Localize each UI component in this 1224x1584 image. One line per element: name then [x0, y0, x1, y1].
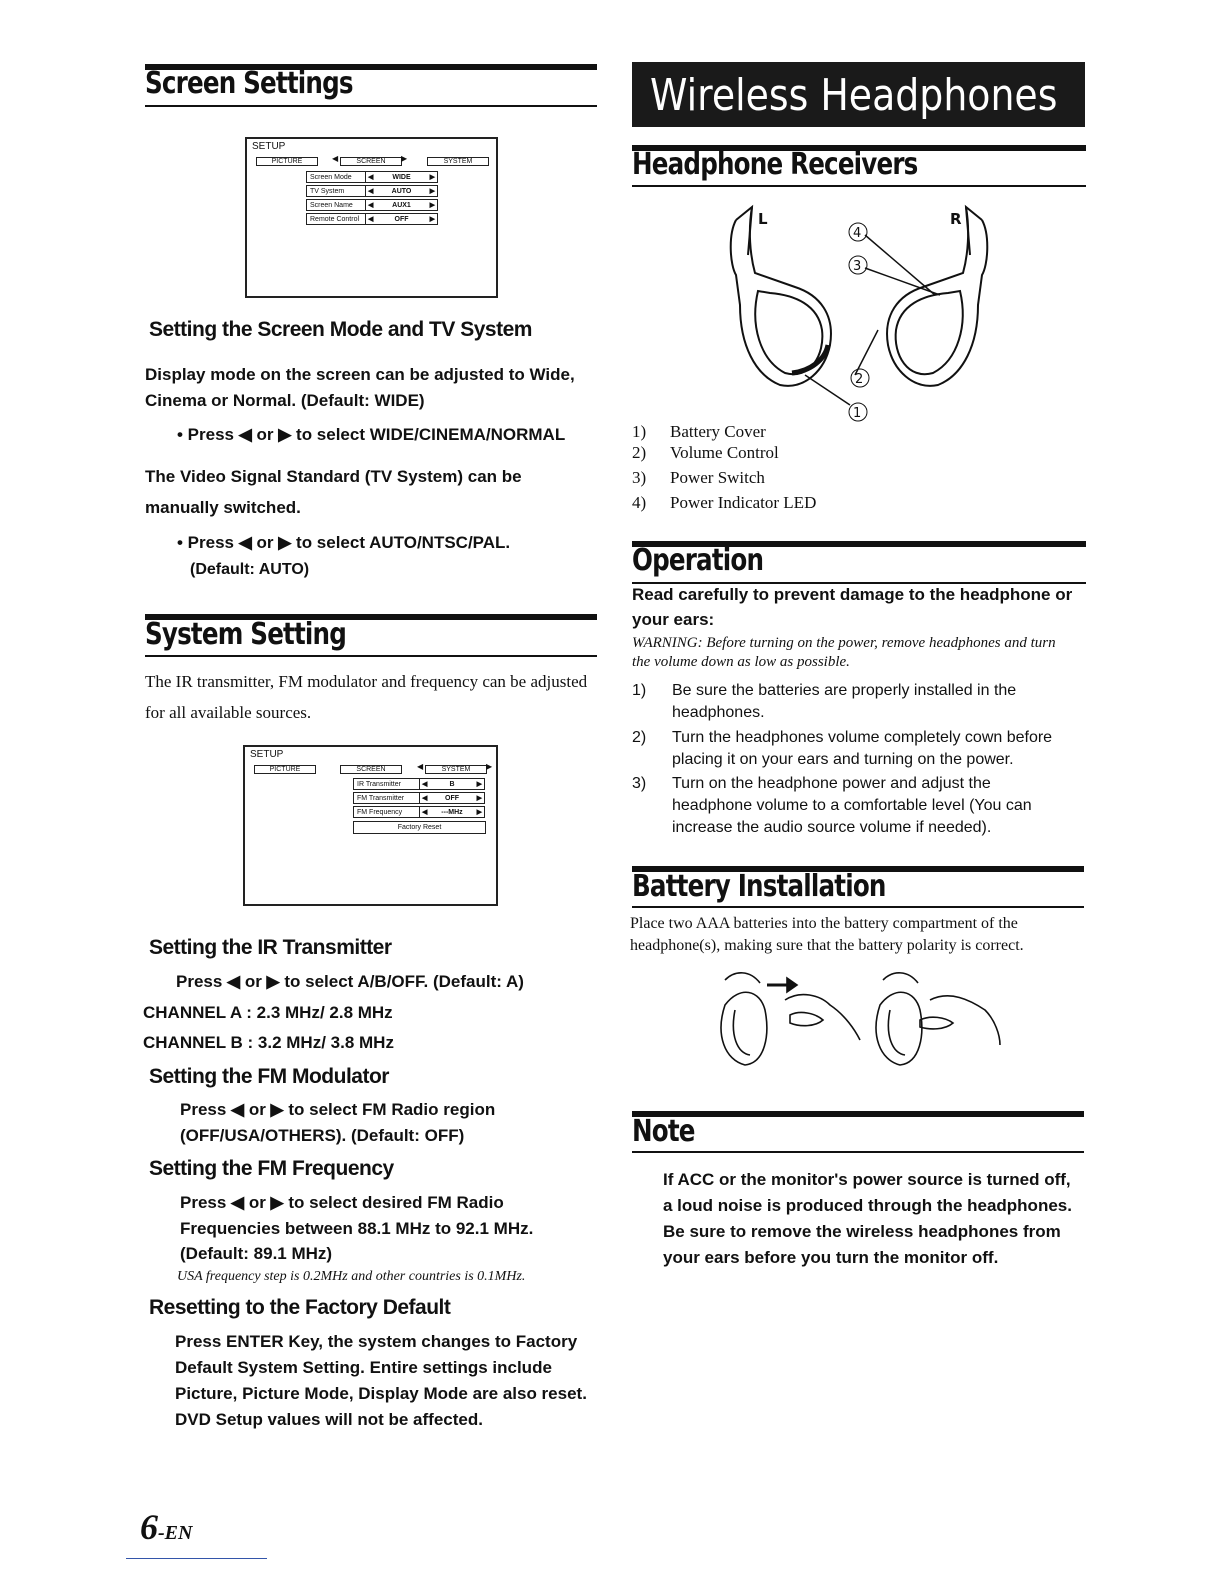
page-suffix: -EN — [158, 1522, 193, 1544]
step-num: 2) — [632, 729, 647, 746]
callout-line-2 — [855, 330, 878, 375]
tv-system-paragraph-1: The Video Signal Standard (TV System) can be — [145, 467, 522, 486]
setup-label: SETUP — [252, 141, 286, 152]
menu-row — [306, 213, 438, 225]
step-line: Be sure the batteries are properly installed in the — [672, 682, 1017, 699]
system-setting-title: System Setting — [145, 617, 347, 652]
parts-num: 1) — [632, 422, 647, 441]
right-cup-inner — [896, 291, 963, 374]
tab-picture: PICTURE — [256, 157, 318, 166]
parts-item — [632, 467, 765, 489]
row-value-text: OFF — [394, 215, 409, 223]
row-value-text: AUTO — [391, 187, 412, 195]
note-line-4: your ears before you turn the monitor off. — [663, 1248, 999, 1267]
screen-mode-subheading: Setting the Screen Mode and TV System — [149, 318, 532, 341]
menu-row — [353, 806, 485, 818]
rule-top — [632, 1111, 1084, 1117]
rule-under-title — [632, 906, 1084, 908]
row-label: Screen Name — [306, 199, 366, 211]
cup-right — [876, 992, 922, 1065]
operation-warning-1: WARNING: Before turning on the power, remove headphones and turn — [632, 635, 1056, 651]
note-line-3: Be sure to remove the wireless headphones from — [663, 1222, 1061, 1241]
parts-label: Volume Control — [670, 443, 779, 462]
tv-system-paragraph-2: manually switched. — [145, 498, 301, 517]
system-intro-1: The IR transmitter, FM modulator and frequency can be adjusted — [145, 672, 588, 691]
callout-line-4 — [865, 235, 935, 295]
hand-right — [930, 996, 1000, 1045]
row-value: ◀ AUTO ▶ — [366, 185, 438, 197]
operation-step — [632, 727, 1052, 771]
fm-freq-line-1: Press ◀ or ▶ to select desired FM Radio — [180, 1193, 504, 1212]
tv-system-bullet: • Press ◀ or ▶ to select AUTO/NTSC/PAL. — [177, 533, 511, 552]
reset-subheading: Resetting to the Factory Default — [149, 1296, 451, 1319]
parts-label: Power Indicator LED — [670, 493, 817, 512]
reset-line-2: Default System Setting. Entire settings include — [175, 1358, 552, 1377]
tv-system-default: (Default: AUTO) — [190, 561, 310, 578]
battery-line-1: Place two AAA batteries into the battery compartment of the — [630, 915, 1018, 932]
callout-line-1 — [805, 375, 850, 405]
note-line-2: a loud noise is produced through the headphones. — [663, 1196, 1072, 1215]
tab-picture: PICTURE — [254, 765, 316, 774]
cup-left-inner — [733, 1010, 750, 1055]
step-line: Turn the headphones volume completely cown before — [672, 729, 1053, 746]
step-line: increase the audio source volume if needed). — [672, 819, 992, 836]
battery-illustration — [705, 965, 1005, 1075]
operation-step — [632, 680, 1016, 724]
fm-mod-line-2: (OFF/USA/OTHERS). (Default: OFF) — [180, 1126, 465, 1145]
headphone-diagram — [700, 195, 1020, 425]
factory-reset-row: Factory Reset — [353, 821, 486, 834]
callout-3-text: 3 — [853, 259, 862, 274]
row-value-text: OFF — [445, 794, 459, 802]
wireless-banner — [632, 62, 1085, 127]
page-number — [140, 1506, 192, 1548]
parts-num: 2) — [632, 443, 647, 462]
menu-row — [306, 185, 438, 197]
callout-1-text: 1 — [853, 406, 862, 421]
cup-right-inner — [888, 1010, 905, 1055]
screen-settings-title: Screen Settings — [145, 66, 353, 101]
row-value-text: AUX1 — [392, 201, 411, 209]
fm-frequency-subheading: Setting the FM Frequency — [149, 1157, 394, 1180]
operation-step — [632, 773, 1032, 839]
row-value: ◀ B ▶ — [420, 778, 485, 790]
arrow-right-icon — [787, 978, 797, 992]
footer-line — [126, 1558, 267, 1559]
step-line: placing it on your ears and turning on the power. — [672, 751, 1014, 768]
parts-label: Power Switch — [670, 468, 765, 487]
system-intro-2: for all available sources. — [145, 703, 312, 722]
left-cup-accent — [792, 345, 828, 373]
arrow-right-icon: ▶ — [486, 762, 493, 771]
parts-item — [632, 492, 816, 514]
band-right — [883, 973, 918, 983]
arrow-right-icon: ▶ — [401, 154, 408, 163]
row-label: Remote Control — [306, 213, 366, 225]
ir-transmitter-subheading: Setting the IR Transmitter — [149, 936, 392, 959]
tab-system: SYSTEM — [427, 157, 489, 166]
menu-row — [306, 171, 438, 183]
channel-b: CHANNEL B : 3.2 MHz/ 3.8 MHz — [143, 1033, 394, 1052]
parts-item — [632, 421, 766, 443]
reset-line-3: Picture, Picture Mode, Display Mode are also reset. — [175, 1384, 587, 1403]
row-value: ◀ OFF ▶ — [366, 213, 438, 225]
callout-4-text: 4 — [853, 226, 862, 241]
right-band — [966, 207, 982, 255]
battery-left — [790, 1013, 823, 1026]
left-cup-inner — [755, 291, 822, 374]
row-label: FM Frequency — [353, 806, 420, 818]
arrow-left-icon: ◀ — [332, 154, 339, 163]
operation-warning-2: the volume down as low as possible. — [632, 654, 850, 670]
arrow-left-icon: ◀ — [417, 762, 424, 771]
row-value: ◀ OFF ▶ — [420, 792, 485, 804]
wireless-banner-title: Wireless Headphones — [650, 70, 1058, 121]
note-line-1: If ACC or the monitor's power source is turned off, — [663, 1170, 1071, 1189]
parts-item — [632, 442, 779, 464]
fm-freq-line-3: (Default: 89.1 MHz) — [180, 1244, 333, 1263]
fm-mod-line-1: Press ◀ or ▶ to select FM Radio region — [180, 1100, 496, 1119]
screen-mode-paragraph: Display mode on the screen can be adjusted to Wide, Cinema or Normal. (Default: WIDE) — [145, 365, 575, 410]
left-label: L — [758, 210, 768, 228]
menu-row — [353, 778, 485, 790]
right-label: R — [950, 210, 962, 228]
callout-line-3 — [865, 268, 940, 295]
screen-setup-menu — [245, 137, 498, 298]
headphone-receivers-title: Headphone Receivers — [632, 147, 918, 182]
parts-num: 3) — [632, 468, 647, 487]
fm-freq-note: USA frequency step is 0.2MHz and other countries is 0.1MHz. — [177, 1269, 526, 1284]
row-value: ◀ ---MHz ▶ — [420, 806, 485, 818]
step-line: headphones. — [672, 704, 765, 721]
rule-under-title — [145, 105, 597, 107]
screen-mode-bullet: • Press ◀ or ▶ to select WIDE/CINEMA/NORMAL — [177, 425, 566, 444]
row-label: Screen Mode — [306, 171, 366, 183]
row-value: ◀ AUX1 ▶ — [366, 199, 438, 211]
rule-under-title — [632, 1151, 1084, 1153]
operation-heading-1: Read carefully to prevent damage to the headphone or — [632, 585, 1073, 604]
rule-under-title — [145, 655, 597, 657]
step-line: Turn on the headphone power and adjust the — [672, 775, 991, 792]
fm-modulator-subheading: Setting the FM Modulator — [149, 1065, 389, 1088]
setup-label: SETUP — [250, 749, 284, 760]
reset-line-1: Press ENTER Key, the system changes to Factory — [175, 1332, 578, 1351]
battery-right — [920, 1017, 953, 1029]
menu-row — [353, 792, 485, 804]
row-value-text: WIDE — [392, 173, 411, 181]
step-num: 1) — [632, 682, 647, 699]
tab-screen: SCREEN — [340, 157, 402, 166]
menu-row — [306, 199, 438, 211]
band-left — [725, 973, 760, 983]
system-setup-menu — [243, 745, 498, 906]
battery-line-2: headphone(s), making sure that the battery polarity is correct. — [630, 937, 1024, 954]
fm-freq-line-2: Frequencies between 88.1 MHz to 92.1 MHz. — [180, 1219, 534, 1238]
parts-num: 4) — [632, 493, 647, 512]
row-label: FM Transmitter — [353, 792, 420, 804]
reset-line-4: DVD Setup values will not be affected. — [175, 1410, 483, 1429]
note-title: Note — [632, 1114, 695, 1149]
row-label: TV System — [306, 185, 366, 197]
step-num: 3) — [632, 775, 647, 792]
left-band — [736, 207, 752, 255]
channel-a: CHANNEL A : 2.3 MHz/ 2.8 MHz — [143, 1003, 393, 1022]
battery-installation-title: Battery Installation — [632, 869, 886, 904]
operation-title: Operation — [632, 543, 764, 578]
row-value: ◀ WIDE ▶ — [366, 171, 438, 183]
callout-2-text: 2 — [855, 372, 864, 387]
step-line: headphone volume to a comfortable level (You can — [672, 797, 1032, 814]
row-label: IR Transmitter — [353, 778, 420, 790]
cup-left — [721, 992, 767, 1065]
operation-heading-2: your ears: — [632, 610, 715, 629]
row-value-text: ---MHz — [441, 808, 463, 816]
page-number-digit: 6 — [140, 1507, 158, 1547]
rule-under-title — [632, 185, 1086, 187]
ir-press: Press ◀ or ▶ to select A/B/OFF. (Default: A) — [176, 972, 524, 991]
hand-left — [785, 995, 860, 1040]
parts-label: Battery Cover — [670, 422, 766, 441]
tab-system: SYSTEM — [425, 765, 487, 774]
row-value-text: B — [449, 780, 455, 788]
tab-screen: SCREEN — [340, 765, 402, 774]
